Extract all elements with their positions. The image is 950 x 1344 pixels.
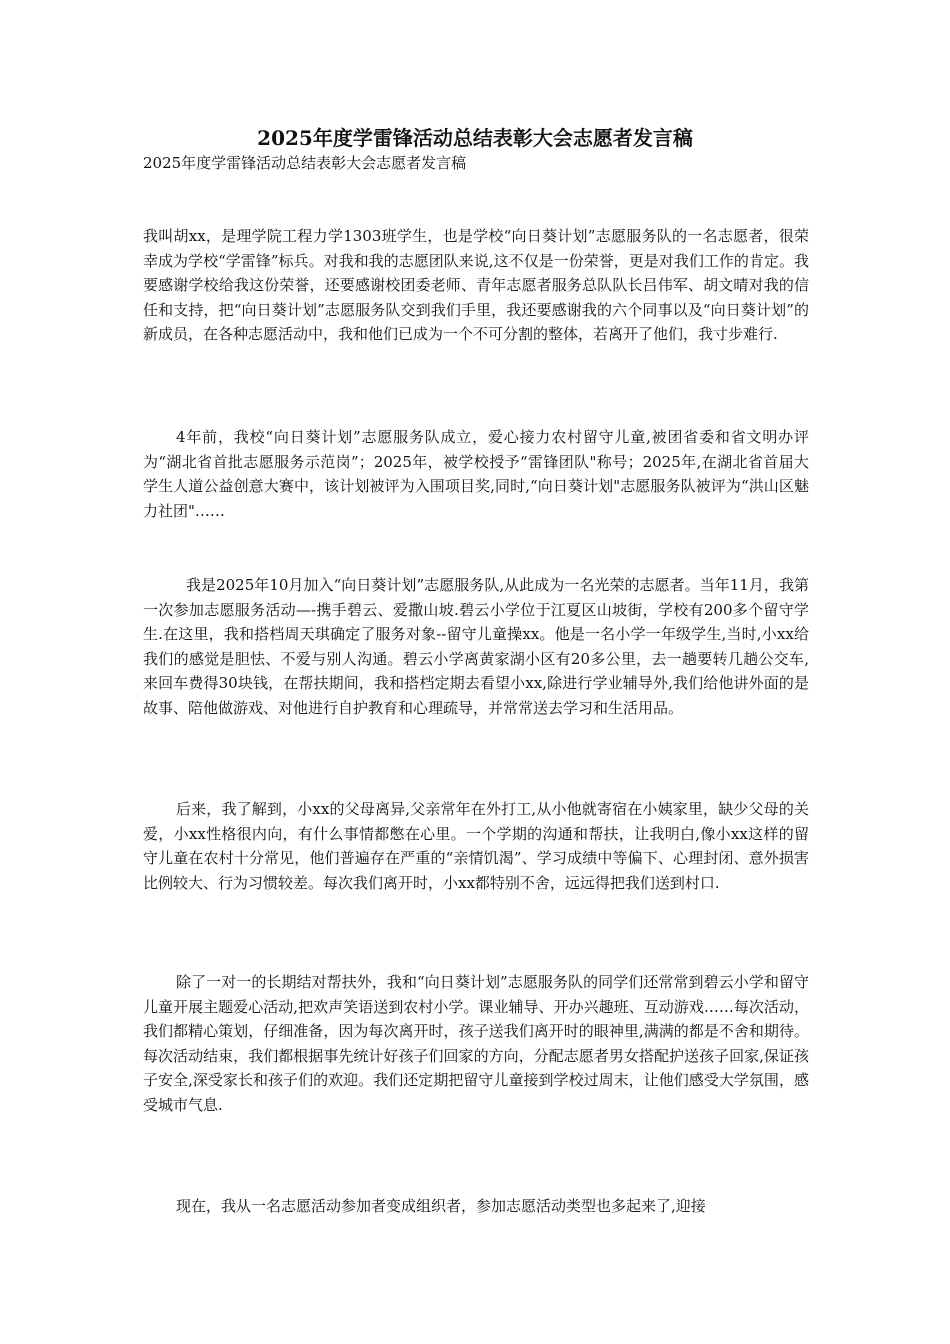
paragraph-child-background: 后来，我了解到，小xx的父母离异,父亲常年在外打工,从小他就寄宿在小姨家里，缺少父母的关爱，小xx性格很内向，有什么事情都憋在心里。一个学期的沟通和帮扶，让我明白,像小xx这样的留守儿童在农村十分常见，他们普遍存在严重的“亲情饥渴”、学习成绩中等偏下、心理封闭、意外损害比例较大、行为习惯较差。每次我们离开时，小xx都特别不舍，远远得把我们送到村口.: [143, 800, 809, 892]
document-title: 2025年度学雷锋活动总结表彰大会志愿者发言稿: [257, 126, 693, 150]
paragraph-group-activities: 除了一对一的长期结对帮扶外，我和“向日葵计划”志愿服务队的同学们还常常到碧云小学和留守儿童开展主题爱心活动,把欢声笑语送到农村小学。课业辅导、开办兴趣班、互动游戏……每次活动，我们都精心策划，仔细准备，因为每次离开时，孩子送我们离开时的眼神里,满满的都是不舍和期待。每次活动结束，我们都根据事先统计好孩子们回家的方向，分配志愿者男女搭配护送孩子回家,保证孩子安全,深受家长和孩子们的欢迎。我们还定期把留守儿童接到学校过周末，让他们感受大学氛围，感受城市气息.: [143, 973, 809, 1114]
paragraph-current-role: 现在，我从一名志愿活动参加者变成组织者，参加志愿活动类型也多起来了,迎接: [176, 1197, 706, 1215]
document-subtitle: 2025年度学雷锋活动总结表彰大会志愿者发言稿: [143, 154, 467, 172]
paragraph-introduction: 我叫胡xx，是理学院工程力学1303班学生，也是学校“向日葵计划”志愿服务队的一名志愿者，很荣幸成为学校“学雷锋”标兵。对我和我的志愿团队来说,这不仅是一份荣誉，更是对我们工作的肯定。我要感谢学校给我这份荣誉，还要感谢校团委老师、青年志愿者服务总队队长吕伟军、胡文晴对我的信任和支持，把“向日葵计划”志愿服务队交到我们手里，我还要感谢我的六个同事以及“向日葵计划”的新成员，在各种志愿活动中，我和他们已成为一个不可分割的整体，若离开了他们，我寸步难行.: [143, 227, 809, 344]
paragraph-team-history: 4年前，我校“向日葵计划”志愿服务队成立，爱心接力农村留守儿童,被团省委和省文明办评为“湖北省首批志愿服务示范岗”；2025年，被学校授予“雷锋团队"称号；2025年,在湖北省首届大学生人道公益创意大赛中，该计划被评为入围项目奖,同时,“向日葵计划"志愿服务队被评为“洪山区魅力社团"……: [143, 428, 809, 520]
paragraph-first-service: 我是2025年10月加入“向日葵计划”志愿服务队,从此成为一名光荣的志愿者。当年11月，我第一次参加志愿服务活动—-携手碧云、爱撒山坡.碧云小学位于江夏区山坡街，学校有200多个留守学生.在这里，我和搭档周天琪确定了服务对象--留守儿童操xx。他是一名小学一年级学生,当时,小xx给我们的感觉是胆怯、不爱与别人沟通。碧云小学离黄家湖小区有20多公里，去一趟要转几趟公交车,来回车费得30块钱，在帮扶期间，我和搭档定期去看望小xx,除进行学业辅导外,我们给他讲外面的是故事、陪他做游戏、对他进行自护教育和心理疏导，并常常送去学习和生活用品。: [143, 576, 809, 717]
